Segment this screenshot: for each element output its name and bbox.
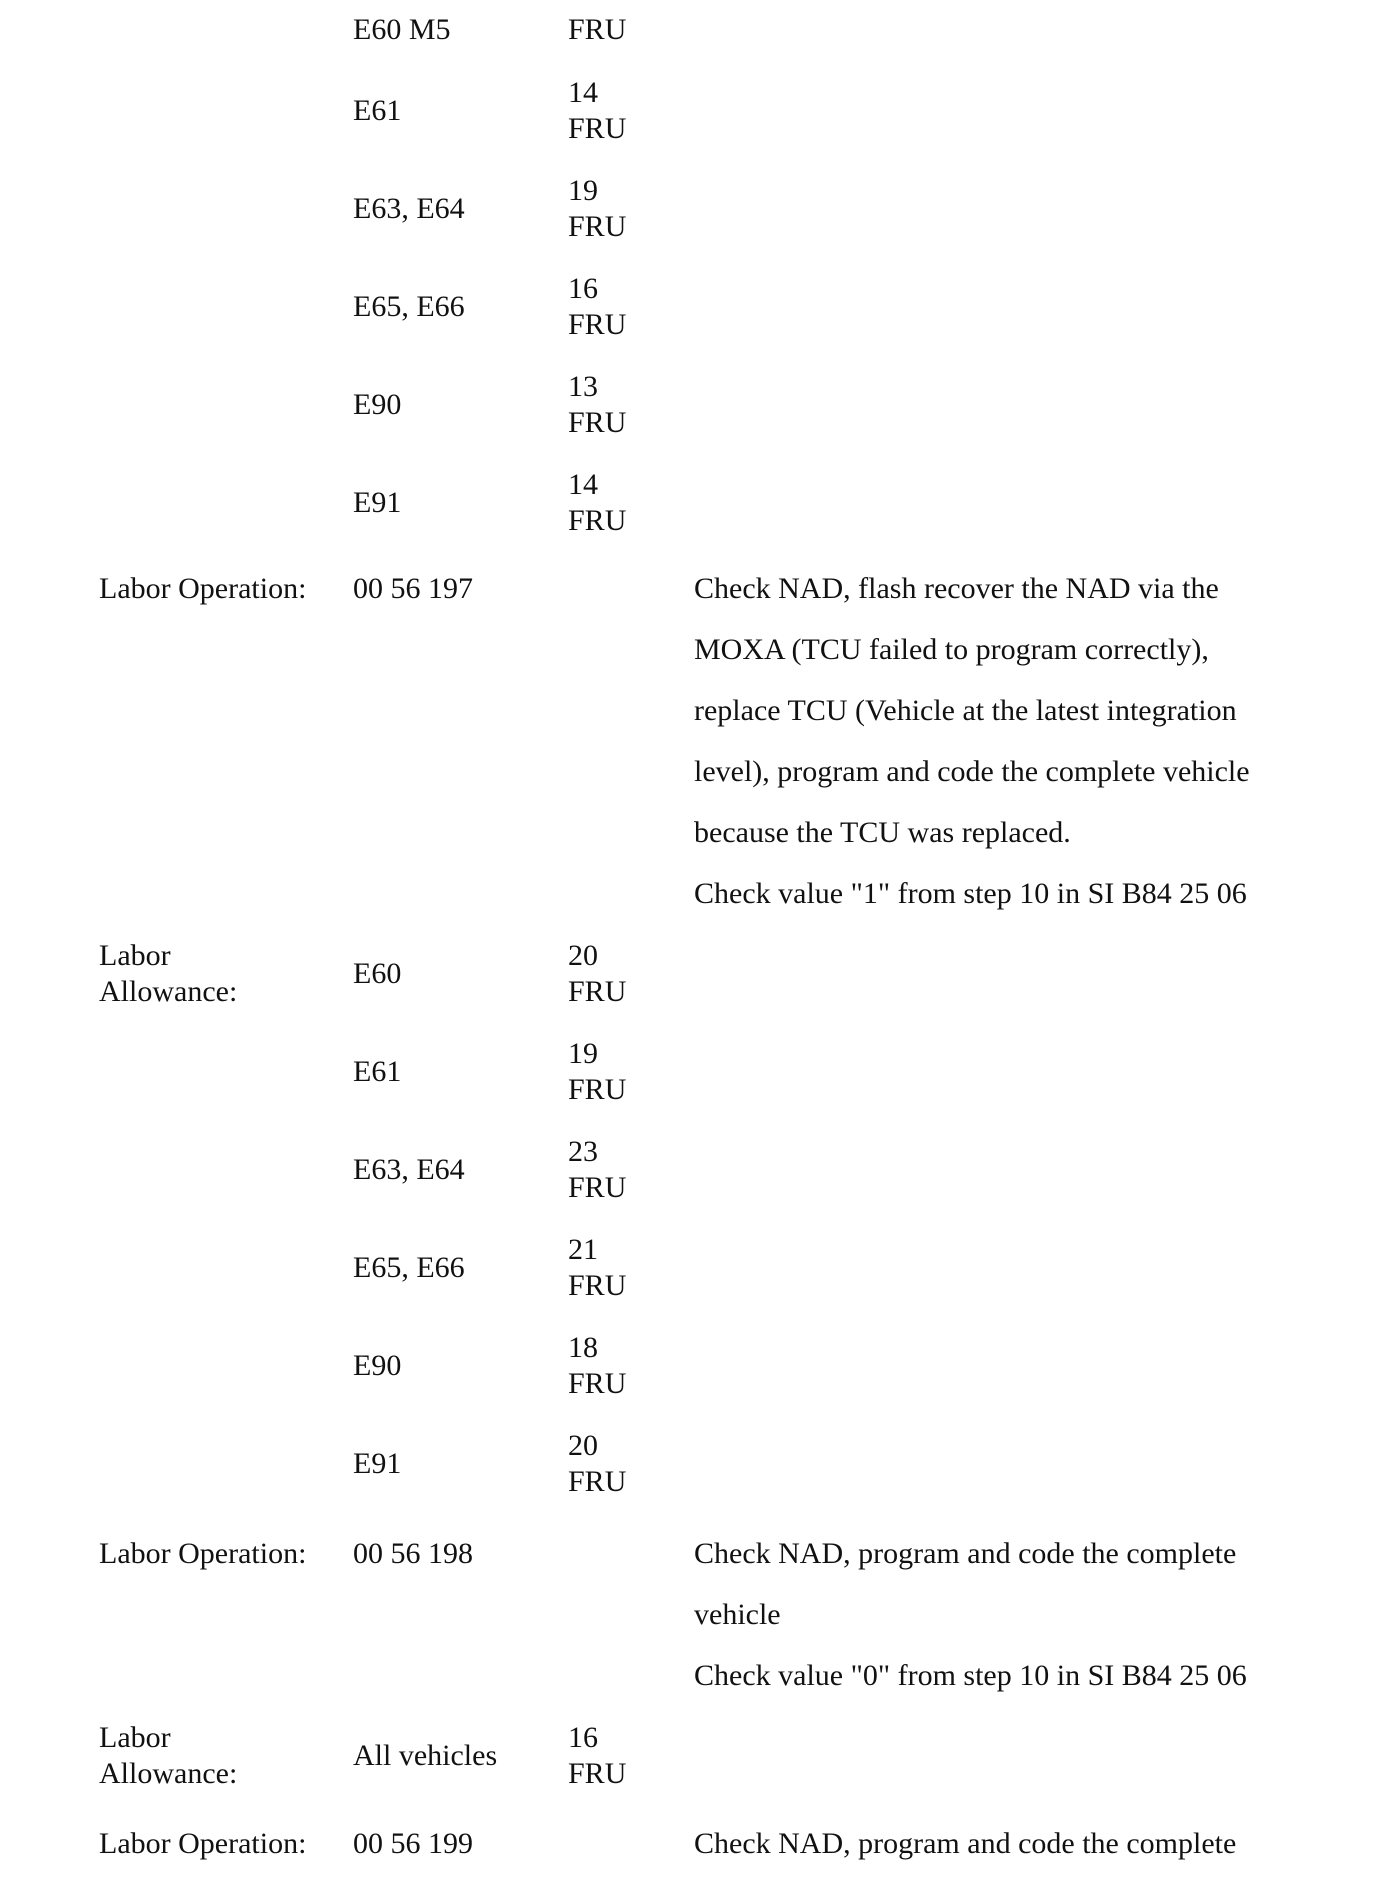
model-cell: E61 [353, 1055, 402, 1088]
value-text: 19 [568, 174, 598, 207]
value-text: 20 [568, 1429, 598, 1462]
unit-text: FRU [568, 308, 627, 341]
unit-text: FRU [568, 112, 627, 145]
labor-operation-code: 00 56 198 [353, 1537, 473, 1570]
model-cell: E63, E64 [353, 192, 465, 225]
labor-operation-label: Labor Operation: [99, 1537, 307, 1570]
description-line: replace TCU (Vehicle at the latest integration [694, 694, 1237, 727]
time-cell [568, 1330, 626, 1402]
label-line: Labor [99, 939, 171, 972]
value-text: 13 [568, 370, 598, 403]
time-cell [568, 1036, 626, 1108]
model-cell: E90 [353, 388, 402, 421]
time-cell [568, 467, 626, 539]
unit-text: FRU [568, 1269, 627, 1302]
time-cell [568, 271, 626, 343]
description-line: level), program and code the complete vehicle [694, 755, 1250, 788]
value-text: 18 [568, 1331, 598, 1364]
model-cell: E60 [353, 957, 402, 990]
time-cell [568, 1720, 626, 1792]
description-line: Check value "1" from step 10 in SI B84 25 06 [694, 877, 1247, 910]
model-cell: E65, E66 [353, 290, 465, 323]
unit-text: FRU [568, 210, 627, 243]
time-cell [568, 1134, 626, 1206]
labor-allowance-label [99, 1720, 237, 1792]
labor-operation-code: 00 56 197 [353, 572, 473, 605]
label-line: Allowance: [99, 1757, 238, 1790]
value-text: 14 [568, 468, 598, 501]
value-text: 23 [568, 1135, 598, 1168]
model-cell: E91 [353, 486, 402, 519]
unit-text: FRU [568, 1073, 627, 1106]
unit-text: FRU [568, 975, 627, 1008]
model-cell: E61 [353, 94, 402, 127]
time-cell [568, 1232, 626, 1304]
unit-text: FRU [568, 406, 627, 439]
value-text: 20 [568, 939, 598, 972]
labor-operation-label: Labor Operation: [99, 1827, 307, 1860]
labor-operation-label: Labor Operation: [99, 572, 307, 605]
description-line: Check NAD, program and code the complete [694, 1537, 1237, 1570]
description-line: MOXA (TCU failed to program correctly), [694, 633, 1209, 666]
value-text: 19 [568, 1037, 598, 1070]
time-cell [568, 938, 626, 1010]
unit-text: FRU [568, 1757, 627, 1790]
time-cell [568, 75, 626, 147]
time-cell [568, 369, 626, 441]
label-line: Allowance: [99, 975, 238, 1008]
model-cell: E65, E66 [353, 1251, 465, 1284]
model-cell: E90 [353, 1349, 402, 1382]
description-line: vehicle [694, 1598, 781, 1631]
model-cell: E60 M5 [353, 13, 451, 46]
labor-operation-code: 00 56 199 [353, 1827, 473, 1860]
unit-text: FRU [568, 504, 627, 537]
model-cell: All vehicles [353, 1739, 498, 1772]
time-cell [568, 1428, 626, 1500]
description-line: Check value "0" from step 10 in SI B84 25 06 [694, 1659, 1247, 1692]
model-cell: E63, E64 [353, 1153, 465, 1186]
value-text: 14 [568, 76, 598, 109]
model-cell: E91 [353, 1447, 402, 1480]
labor-allowance-label [99, 938, 237, 1010]
unit-cell: FRU [568, 13, 627, 46]
unit-text: FRU [568, 1367, 627, 1400]
description-line: because the TCU was replaced. [694, 816, 1071, 849]
label-line: Labor [99, 1721, 171, 1754]
value-text: 16 [568, 1721, 598, 1754]
unit-text: FRU [568, 1171, 627, 1204]
description-line: Check NAD, program and code the complete [694, 1827, 1237, 1860]
unit-text: FRU [568, 1465, 627, 1498]
description-line: Check NAD, flash recover the NAD via the [694, 572, 1219, 605]
time-cell [568, 173, 626, 245]
value-text: 16 [568, 272, 598, 305]
value-text: 21 [568, 1233, 598, 1266]
